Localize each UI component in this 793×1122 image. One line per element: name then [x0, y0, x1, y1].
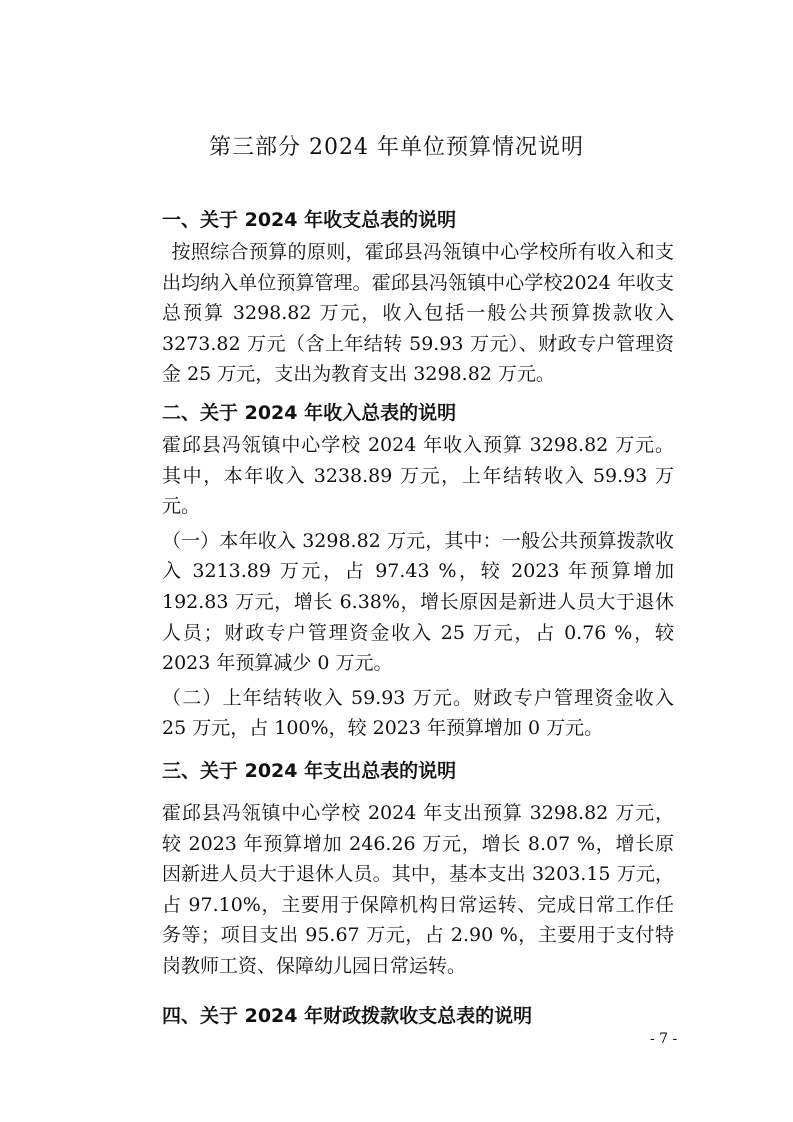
page-title: 第三部分 2024 年单位预算情况说明 — [209, 135, 584, 160]
section-2-paragraph-1: 霍邱县冯瓴镇中心学校 2024 年收入预算 3298.82 万元。其中，本年收入 3238.89 万元，上年结转收入 59.93 万元。 — [162, 433, 674, 518]
section-1-paragraph-1: 按照综合预算的原则，霍邱县冯瓴镇中心学校所有收入和支出均纳入单位预算管理。霍邱县冯瓴镇中心学校2024 年收支总预算 3298.82 万元，收入包括一般公共预算拨款收入 3273.82 万元（含上年结转 59.93 万元）、财政专户管理资金 25 万元，支出为教育支出 3298.82 万元。 — [162, 241, 674, 386]
section-heading-3: 三、关于 2024 年支出总表的说明 — [162, 759, 457, 782]
section-heading-1: 一、关于 2024 年收支总表的说明 — [162, 209, 457, 231]
section-heading-2: 二、关于 2024 年收入总表的说明 — [162, 401, 457, 424]
page-number: - 7 - — [650, 1031, 678, 1047]
section-heading-4: 四、关于 2024 年财政拨款收支总表的说明 — [162, 1005, 533, 1028]
section-2-paragraph-3: （二）上年结转收入 59.93 万元。财政专户管理资金收入 25 万元，占 100%，较 2023 年预算增加 0 万元。 — [162, 686, 674, 740]
section-2-paragraph-2: （一）本年收入 3298.82 万元，其中：一般公共预算拨款收入 3213.89 万元，占 97.43 %，较 2023 年预算增加 192.83 万元，增长 6.38%，增长原因是新进人员大于退休人员；财政专户管理资金收入 25 万元，占 0.76 %，较 2023 年预算减少 0 万元。 — [162, 529, 674, 675]
document-body — [162, 203, 674, 1033]
section-3-paragraph-1: 霍邱县冯瓴镇中心学校 2024 年支出预算 3298.82 万元，较 2023 年预算增加 246.26 万元，增长 8.07 %，增长原因新进人员大于退休人员。其中，基本支出 3203.15 万元，占 97.10%，主要用于保障机构日常运转、完成日常工作任务等；项目支出 95.67 万元，占 2.90 %，主要用于支付特岗教师工资、保障幼儿园日常运转。 — [162, 801, 674, 977]
